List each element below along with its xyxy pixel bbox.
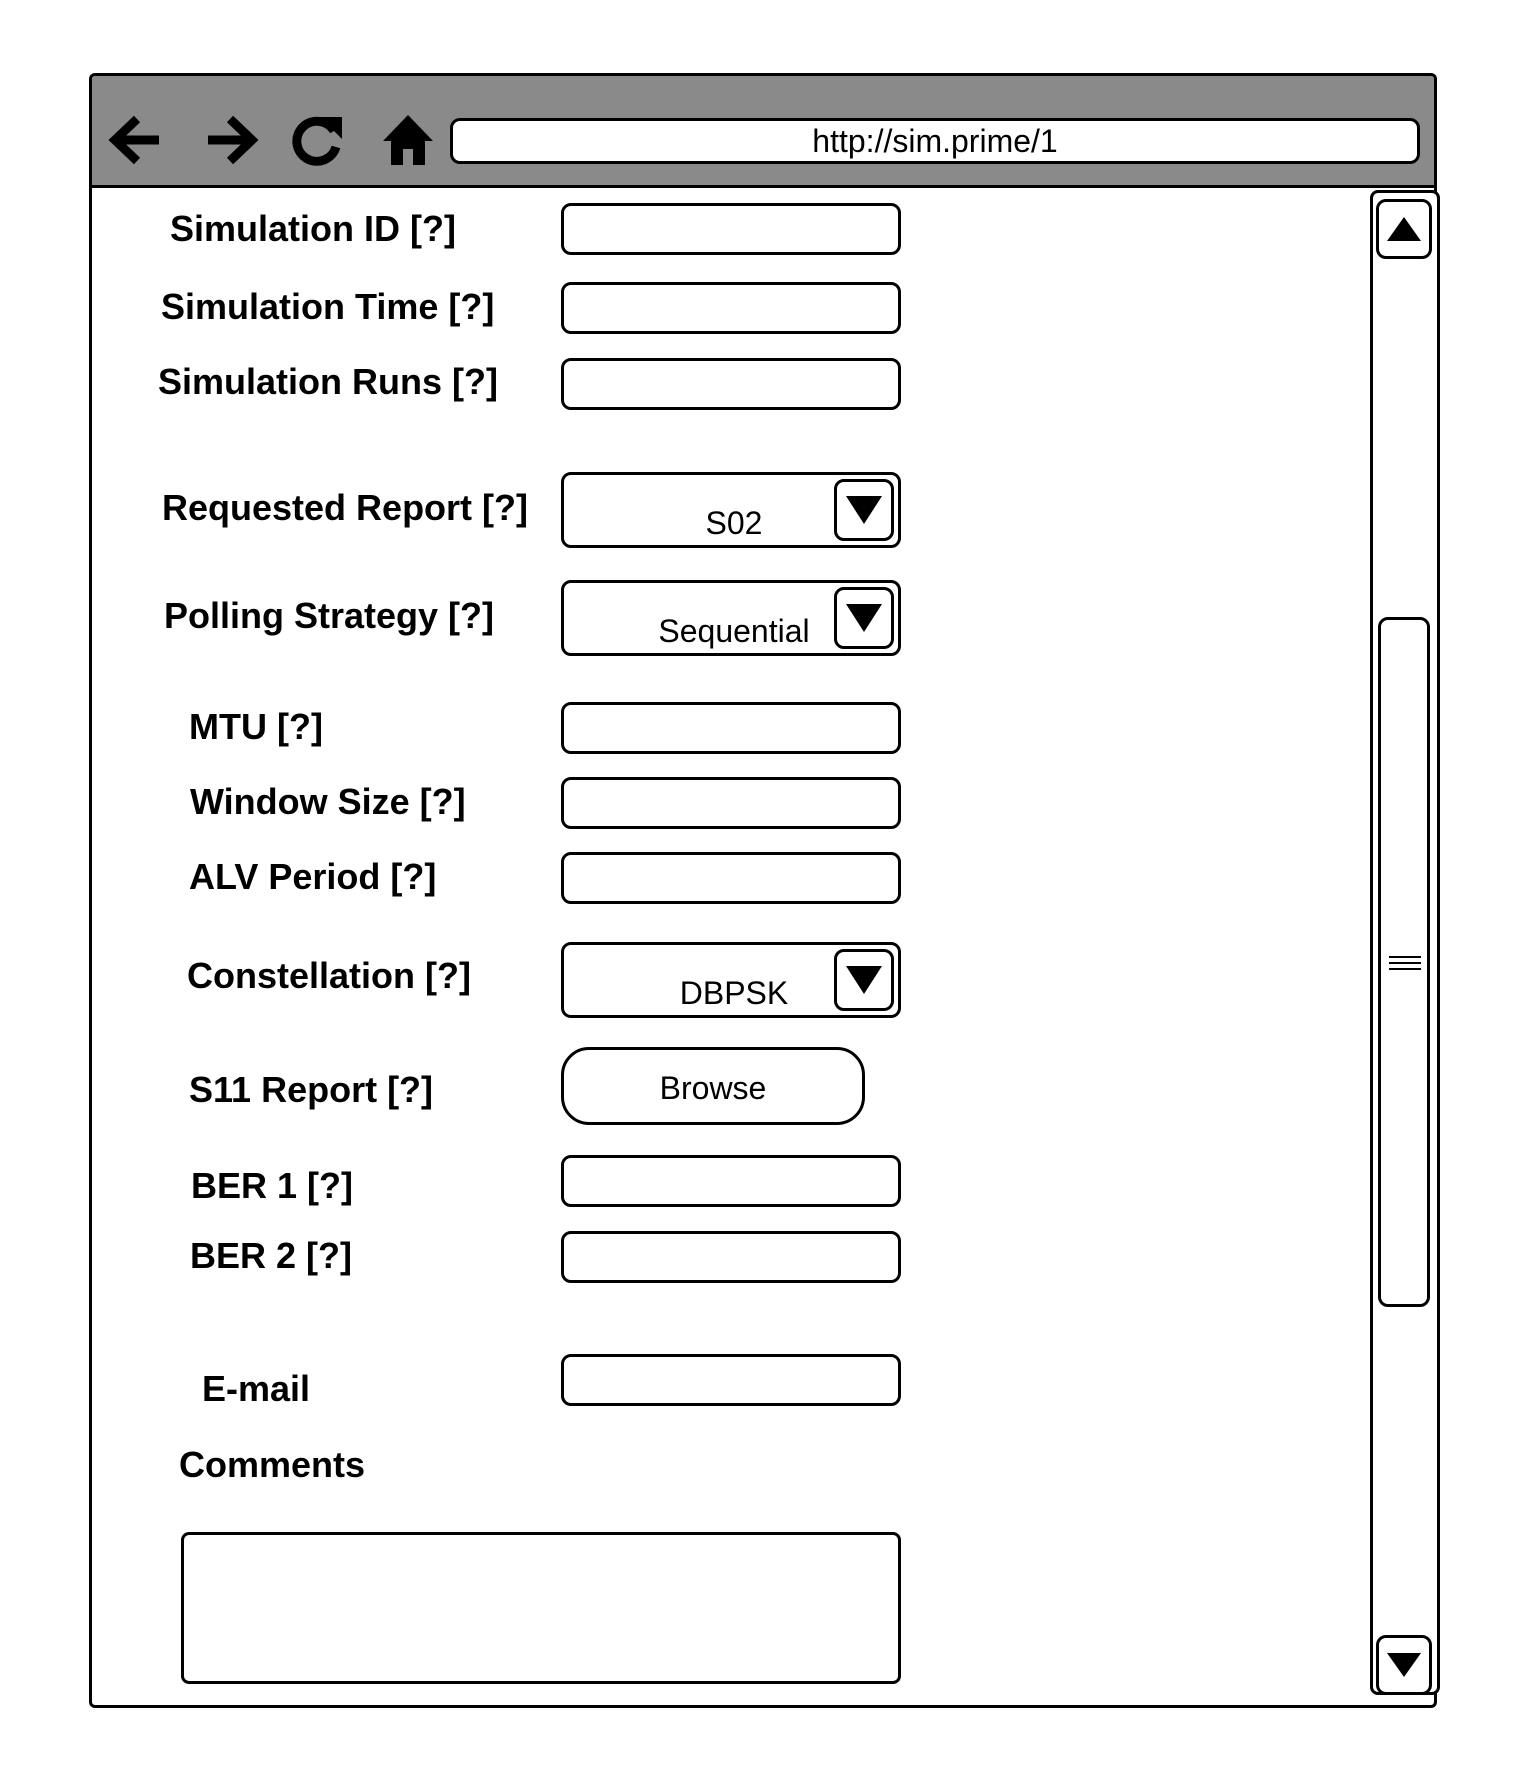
s11-report-label: S11 Report [?] xyxy=(189,1069,434,1110)
mtu-input[interactable] xyxy=(561,702,901,754)
constellation-label: Constellation [?] xyxy=(187,955,471,996)
simulation-id-input[interactable] xyxy=(561,203,901,255)
arrow-right-icon xyxy=(202,111,260,169)
browse-button[interactable]: Browse xyxy=(561,1047,865,1125)
comments-label: Comments xyxy=(179,1444,366,1485)
polling-strategy-select[interactable] xyxy=(561,580,901,656)
forward-button[interactable] xyxy=(199,108,263,172)
requested-report-label: Requested Report [?] xyxy=(162,487,529,528)
triangle-down-icon xyxy=(844,602,884,634)
comments-textarea[interactable] xyxy=(181,1532,901,1684)
constellation-value: DBPSK xyxy=(679,975,789,1011)
ber1-input[interactable] xyxy=(561,1155,901,1207)
scroll-down-button[interactable] xyxy=(1376,1635,1432,1695)
constellation-select[interactable] xyxy=(561,942,901,1018)
simulation-time-label: Simulation Time [?] xyxy=(161,286,495,327)
triangle-up-icon xyxy=(1385,215,1423,243)
dropdown-arrow-button[interactable] xyxy=(834,479,894,541)
alv-period-input[interactable] xyxy=(561,852,901,904)
scrollbar-thumb[interactable] xyxy=(1378,617,1430,1307)
ber2-label: BER 2 [?] xyxy=(190,1235,352,1276)
dropdown-arrow-button[interactable] xyxy=(834,949,894,1011)
requested-report-value: S02 xyxy=(705,505,763,541)
simulation-runs-input[interactable] xyxy=(561,358,901,410)
email-label: E-mail xyxy=(202,1368,311,1409)
mtu-label: MTU [?] xyxy=(189,706,323,747)
triangle-down-icon xyxy=(844,964,884,996)
alv-period-label: ALV Period [?] xyxy=(189,856,437,897)
window-size-label: Window Size [?] xyxy=(190,781,466,822)
url-bar[interactable]: http://sim.prime/1 xyxy=(450,118,1420,164)
home-button[interactable] xyxy=(376,108,440,172)
simulation-time-input[interactable] xyxy=(561,282,901,334)
triangle-down-icon xyxy=(1385,1651,1423,1679)
simulation-runs-label: Simulation Runs [?] xyxy=(158,361,498,402)
simulation-id-label: Simulation ID [?] xyxy=(170,208,456,249)
email-input[interactable] xyxy=(561,1354,901,1406)
ber2-input[interactable] xyxy=(561,1231,901,1283)
window-size-input[interactable] xyxy=(561,777,901,829)
triangle-down-icon xyxy=(844,494,884,526)
dropdown-arrow-button[interactable] xyxy=(834,587,894,649)
arrow-left-icon xyxy=(107,111,165,169)
requested-report-select[interactable] xyxy=(561,472,901,548)
browser-toolbar xyxy=(92,76,1434,188)
polling-strategy-value: Sequential xyxy=(658,613,810,649)
ber1-label: BER 1 [?] xyxy=(191,1165,353,1206)
reload-button[interactable] xyxy=(285,108,349,172)
reload-icon xyxy=(288,111,346,169)
home-icon xyxy=(379,111,437,169)
polling-strategy-label: Polling Strategy [?] xyxy=(164,595,495,636)
scroll-up-button[interactable] xyxy=(1376,199,1432,259)
back-button[interactable] xyxy=(104,108,168,172)
